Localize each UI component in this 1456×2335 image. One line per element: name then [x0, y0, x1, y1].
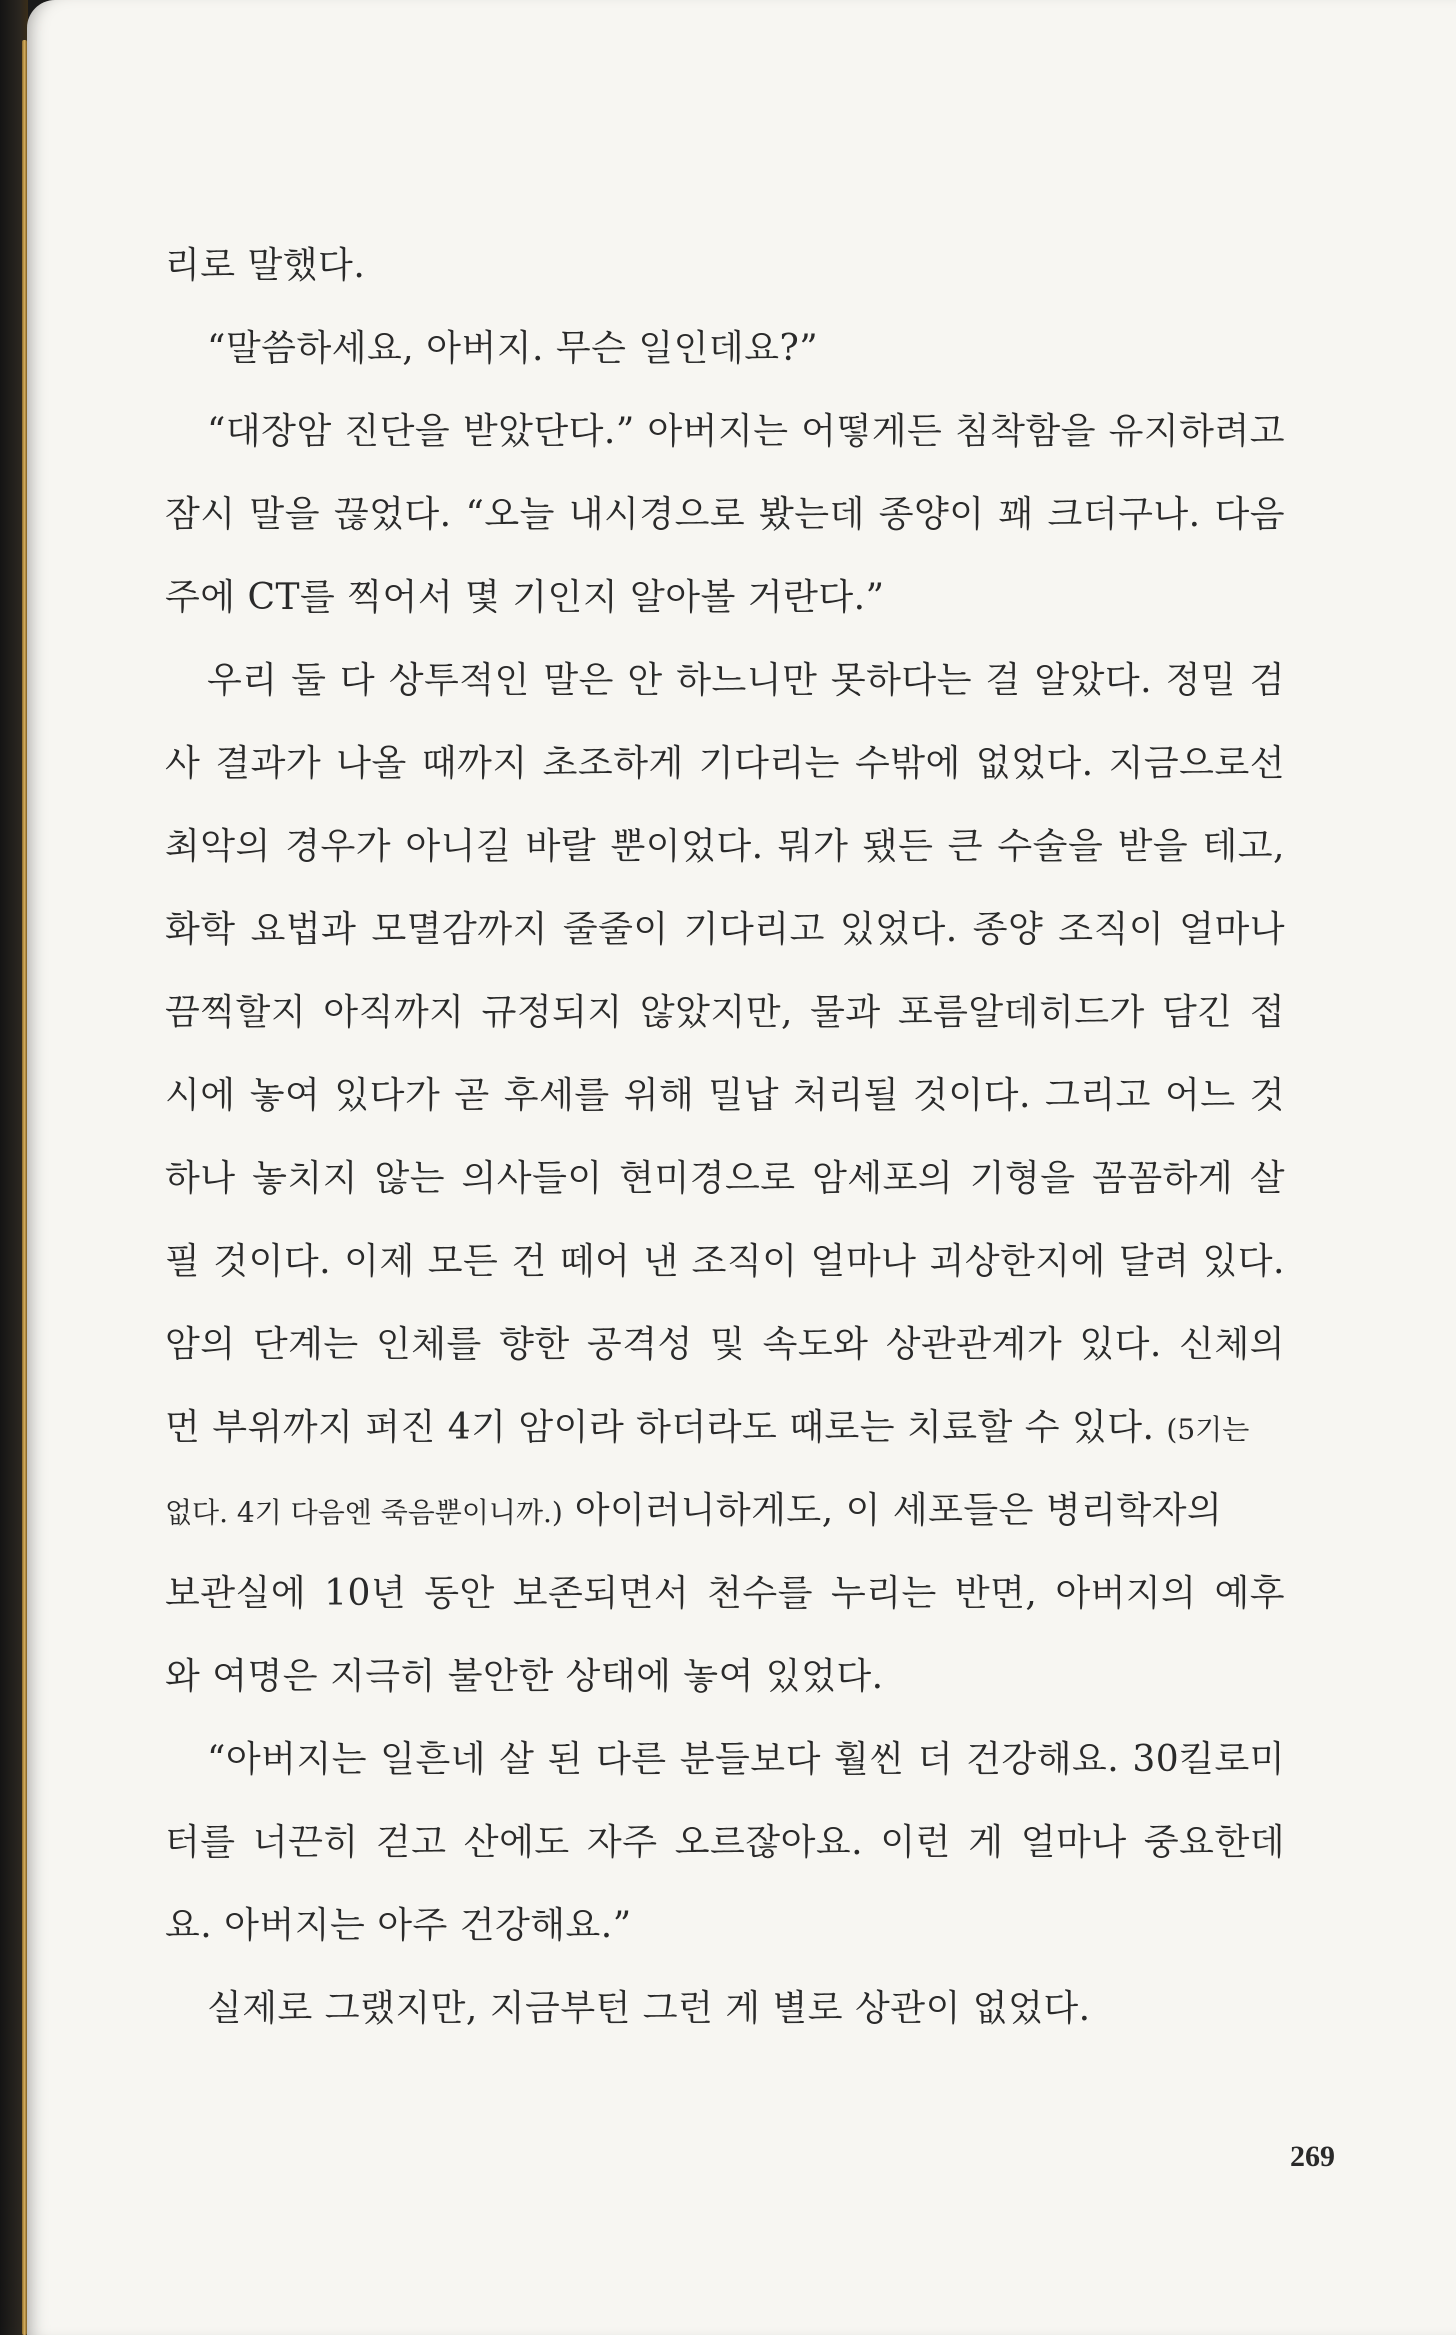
body-text: [165, 224, 1285, 2050]
text-line: 실제로 그랬지만, 지금부턴 그런 게 별로 상관이 없었다.: [207, 1988, 1091, 2029]
text-line: “아버지는 일흔네 살 된 다른 분들보다 훨씬 더 건강해요. 30킬로미: [207, 1739, 1286, 1780]
text-line: 리로 말했다.: [165, 245, 366, 286]
text-line: 우리 둘 다 상투적인 말은 안 하느니만 못하다는 걸 알았다. 정밀 검: [207, 660, 1285, 701]
text-line: 필 것이다. 이제 모든 건 떼어 낸 조직이 얼마나 괴상한지에 달려 있다.: [165, 1241, 1285, 1282]
text-line: 와 여명은 지극히 불안한 상태에 놓여 있었다.: [165, 1656, 884, 1697]
text-segment: 아이러니하게도, 이 세포들은 병리학자의: [574, 1490, 1223, 1531]
text-line: 암의 단계는 인체를 향한 공격성 및 속도와 상관관계가 있다. 신체의: [165, 1324, 1285, 1365]
book-page: [27, 0, 1456, 2335]
text-line: “말씀하세요, 아버지. 무슨 일인데요?”: [207, 328, 819, 369]
text-line: 요. 아버지는 아주 건강해요.”: [165, 1905, 632, 1946]
parenthetical-note: 없다. 4기 다음엔 죽음뿐이니까.): [165, 1496, 563, 1529]
page-number: 269: [1290, 2140, 1335, 2173]
text-segment: 먼 부위까지 퍼진 4기 암이라 하더라도 때로는 치료할 수 있다.: [165, 1407, 1155, 1448]
text-line: 사 결과가 나올 때까지 초조하게 기다리는 수밖에 없었다. 지금으로선: [165, 743, 1285, 784]
text-line: “대장암 진단을 받았단다.” 아버지는 어떻게든 침착함을 유지하려고: [207, 411, 1285, 452]
text-line: 시에 놓여 있다가 곧 후세를 위해 밀납 처리될 것이다. 그리고 어느 것: [165, 1075, 1285, 1116]
text-line: 보관실에 10년 동안 보존되면서 천수를 누리는 반면, 아버지의 예후: [165, 1573, 1285, 1614]
text-line: [165, 1386, 1285, 1469]
text-line: 끔찍할지 아직까지 규정되지 않았지만, 물과 포름알데히드가 담긴 접: [165, 992, 1285, 1033]
text-line: 잠시 말을 끊었다. “오늘 내시경으로 봤는데 종양이 꽤 크더구나. 다음: [165, 494, 1285, 535]
text-line: 하나 놓치지 않는 의사들이 현미경으로 암세포의 기형을 꼼꼼하게 살: [165, 1158, 1285, 1199]
text-line: [165, 1469, 1285, 1552]
parenthetical-note: (5기는: [1166, 1413, 1250, 1446]
text-line: 최악의 경우가 아니길 바랄 뿐이었다. 뭐가 됐든 큰 수술을 받을 테고,: [165, 826, 1285, 867]
text-line: 화학 요법과 모멸감까지 줄줄이 기다리고 있었다. 종양 조직이 얼마나: [165, 909, 1285, 950]
text-line: 주에 CT를 찍어서 몇 기인지 알아볼 거란다.”: [165, 577, 885, 618]
text-line: 터를 너끈히 걷고 산에도 자주 오르잖아요. 이런 게 얼마나 중요한데: [165, 1822, 1285, 1863]
